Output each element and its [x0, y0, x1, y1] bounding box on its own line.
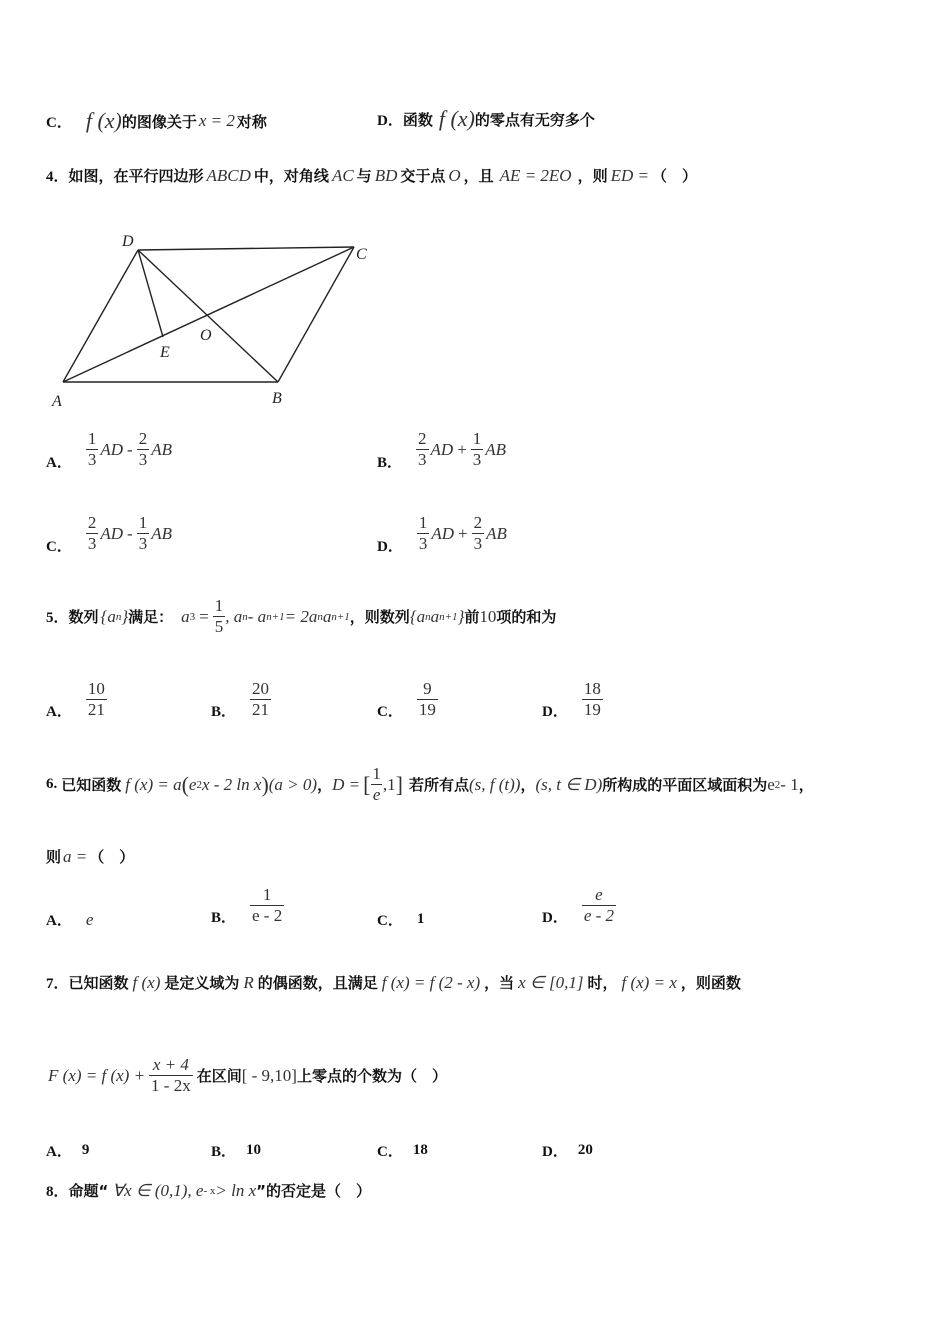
option-label: B． — [211, 1144, 237, 1160]
stem-text: 上零点的个数为（ ） — [296, 1067, 447, 1085]
math-sub: n+1 — [439, 610, 458, 623]
stem-text: ，则函数 — [680, 974, 741, 992]
denominator: 19 — [583, 700, 601, 719]
denominator: 3 — [87, 450, 97, 469]
fraction — [250, 679, 271, 720]
option-label: D． — [377, 112, 403, 129]
math-sub: n — [242, 610, 248, 623]
stem-text: ，当 — [484, 974, 515, 992]
denominator: e — [372, 785, 381, 804]
math: x - 2 ln x — [201, 774, 262, 794]
math: e — [188, 774, 197, 794]
question-number: 8． — [46, 1184, 69, 1200]
fraction — [582, 885, 616, 926]
q6-option-d — [542, 884, 616, 927]
math: a — [322, 606, 332, 626]
option-label: D． — [377, 539, 403, 555]
q7-option-c — [377, 1140, 428, 1161]
bracket-left: [ — [363, 771, 371, 797]
segment-de — [138, 250, 163, 337]
option-value: 9 — [81, 1142, 90, 1158]
option-label: A． — [46, 704, 72, 720]
stem-text: ，且 — [463, 167, 494, 185]
fraction — [471, 429, 484, 470]
stem-text: ，则 — [577, 167, 608, 185]
numerator: 20 — [252, 679, 270, 698]
question-number: 4． — [46, 169, 69, 185]
q3-option-c — [46, 108, 267, 134]
denominator: 3 — [87, 534, 97, 553]
paren-left: ( — [181, 771, 189, 797]
stem-text: 数列 — [68, 608, 99, 626]
fraction — [582, 679, 603, 720]
option-value: 10 — [246, 1142, 262, 1158]
stem-text: 若所有点 — [408, 776, 469, 794]
math-sub: n+1 — [266, 610, 285, 623]
stem-text: ”的否定是（ ） — [256, 1182, 372, 1200]
option-label: C． — [377, 1144, 403, 1160]
denominator: e - 2 — [583, 906, 615, 925]
q7-option-a — [46, 1140, 89, 1161]
option-value: 20 — [577, 1142, 593, 1158]
math-sub: n — [115, 610, 122, 623]
math: F (x) = f (x) + — [48, 1065, 146, 1085]
option-text: 的图像关于 — [121, 112, 197, 131]
vector-ad: AD — [100, 439, 124, 459]
numerator: 1 — [138, 513, 148, 532]
math: f (x) = f (2 - x) — [381, 972, 481, 992]
operator: - — [127, 439, 133, 459]
stem-text: 项的和为 — [496, 608, 557, 626]
fraction — [416, 429, 429, 470]
numerator: 2 — [138, 429, 148, 448]
fraction — [137, 429, 150, 470]
math-sup: 2 — [774, 778, 781, 791]
math: ∀x ∈ (0,1), e — [112, 1180, 204, 1200]
numerator: 1 — [87, 429, 97, 448]
stem-text: （ ） — [89, 848, 135, 866]
math: {a — [409, 606, 426, 626]
denominator: 5 — [214, 617, 224, 636]
stem-text: 前 — [464, 608, 480, 626]
denominator: 3 — [138, 534, 148, 553]
option-label: A． — [46, 913, 72, 929]
q5-option-d — [542, 678, 603, 721]
bracket-right: ] — [395, 771, 403, 797]
point-label-a: A — [52, 393, 62, 410]
q6-option-a — [46, 909, 93, 930]
stem-text: （ ） — [651, 167, 697, 185]
stem-text: ， — [520, 776, 536, 794]
stem-text: 已知函数 — [68, 974, 129, 992]
math: a = — [63, 846, 88, 866]
numerator: 9 — [423, 679, 432, 698]
option-label: D． — [542, 704, 568, 720]
option-label: C． — [46, 539, 72, 555]
numerator: 18 — [583, 679, 601, 698]
q5-option-b — [211, 678, 271, 721]
math: 10 — [479, 606, 497, 626]
diagonal-bd — [138, 250, 278, 382]
q3-option-d — [377, 106, 595, 132]
denominator: 1 - 2x — [151, 1076, 191, 1095]
q4-option-d — [377, 511, 507, 556]
q6-option-c — [377, 909, 424, 930]
math-sub: n — [425, 610, 431, 623]
option-label: D． — [542, 1144, 568, 1160]
point-label-b: B — [272, 390, 282, 407]
math: = 2a — [284, 606, 318, 626]
point-label-o: O — [200, 327, 212, 344]
option-label: C． — [377, 704, 403, 720]
fraction — [250, 885, 284, 926]
edge-cd — [138, 247, 354, 250]
stem-text: 与 — [356, 167, 372, 185]
option-text: 对称 — [236, 112, 267, 131]
math: = — [199, 606, 209, 626]
stem-text: 中，对角线 — [253, 167, 329, 185]
math: {a — [100, 606, 116, 626]
numerator: 2 — [473, 513, 483, 532]
stem-text: 是定义域为 — [164, 974, 240, 992]
option-value: e — [85, 909, 94, 929]
parallelogram-figure — [40, 225, 380, 415]
fraction — [86, 679, 107, 720]
numerator: 1 — [214, 596, 224, 615]
option-value: 1 — [416, 911, 425, 927]
q4-option-b — [377, 427, 506, 472]
question-6-stem — [46, 764, 814, 805]
question-4-stem — [46, 165, 697, 186]
math: x ∈ [0,1] — [518, 972, 584, 992]
question-number: 7． — [46, 976, 69, 992]
math: D = — [332, 774, 361, 794]
numerator: 2 — [418, 429, 427, 448]
option-label: C． — [46, 114, 72, 131]
stem-text: 交于点 — [400, 167, 446, 185]
fraction — [370, 764, 383, 805]
fraction — [417, 513, 430, 554]
stem-text: 所构成的平面区域面积为 — [602, 776, 768, 794]
option-label: B． — [211, 704, 237, 720]
denominator: 3 — [418, 534, 428, 553]
vector-ab: AB — [151, 523, 172, 543]
math: - 1 — [780, 774, 799, 794]
denominator: 21 — [252, 700, 270, 719]
edge-da — [63, 250, 138, 382]
denominator: 3 — [473, 534, 483, 553]
question-6-line2 — [46, 846, 134, 867]
q4-option-c — [46, 511, 172, 556]
question-7-stem — [46, 972, 741, 993]
math: e — [767, 774, 775, 794]
q5-option-c — [377, 678, 438, 721]
vector-ad: AD — [431, 523, 455, 543]
math: - a — [247, 606, 267, 626]
math: f (x) = a — [125, 774, 182, 794]
q7-option-d — [542, 1140, 593, 1161]
option-text: 的零点有无穷多个 — [474, 110, 595, 129]
numerator: e — [595, 885, 603, 904]
math: } — [121, 606, 129, 626]
denominator: 21 — [87, 700, 105, 719]
math-o: O — [448, 165, 461, 185]
option-label: B． — [211, 910, 237, 926]
point-label-c: C — [356, 246, 367, 263]
q4-option-a — [46, 427, 172, 472]
numerator: 1 — [418, 513, 428, 532]
vector-ab: AB — [485, 439, 507, 459]
operator: - — [127, 523, 133, 543]
math-expr: x = 2 — [198, 111, 235, 130]
vector-ad: AD — [100, 523, 124, 543]
option-text: 函数 — [402, 110, 433, 129]
q7-option-b — [211, 1140, 261, 1161]
denominator: 3 — [418, 450, 427, 469]
edge-bc — [278, 247, 354, 382]
math: a — [181, 606, 190, 626]
denominator: 3 — [472, 450, 482, 469]
q5-option-a — [46, 678, 107, 721]
math-ae-eq: AE = 2EO — [499, 165, 572, 185]
numerator: 1 — [372, 764, 381, 783]
option-label: D． — [542, 910, 568, 926]
fraction — [213, 596, 226, 637]
math-sub: 3 — [189, 610, 196, 623]
math: f (x) — [132, 972, 161, 992]
stem-text: 时， — [587, 974, 618, 992]
stem-text: 则 — [46, 848, 62, 866]
math: (a > 0) — [268, 774, 318, 794]
stem-text: ， — [317, 776, 333, 794]
math-fx: f (x) — [438, 106, 475, 131]
option-label: C． — [377, 913, 403, 929]
math: f (x) = x — [621, 972, 677, 992]
math: [ - 9,10] — [241, 1065, 297, 1085]
fraction — [149, 1055, 193, 1096]
math-sub: n — [317, 610, 323, 623]
math-sub: n+1 — [331, 610, 350, 623]
math: , a — [225, 606, 243, 626]
fraction — [86, 513, 99, 554]
math: a — [430, 606, 440, 626]
option-value: 18 — [412, 1142, 428, 1158]
math-ed: ED = — [610, 165, 649, 185]
math-sup: 2 — [196, 778, 202, 791]
fraction — [86, 429, 99, 470]
fraction — [472, 513, 485, 554]
math: (s, t ∈ D) — [535, 774, 603, 794]
stem-text: 满足： — [128, 608, 174, 626]
operator: + — [458, 523, 468, 543]
math: (s, f (t)) — [469, 774, 521, 794]
stem-text: 命题“ — [68, 1182, 109, 1200]
numerator: 1 — [472, 429, 482, 448]
math: ,1 — [382, 774, 396, 794]
denominator: 19 — [418, 700, 436, 719]
math: R — [243, 972, 254, 992]
diagonal-ac — [63, 247, 354, 382]
fraction — [417, 679, 438, 720]
point-label-d: D — [122, 233, 134, 250]
operator: + — [457, 439, 467, 459]
vector-ad: AD — [430, 439, 454, 459]
math-abcd: ABCD — [206, 165, 251, 185]
denominator: 3 — [138, 450, 148, 469]
stem-text: 在区间 — [196, 1067, 242, 1085]
fraction — [137, 513, 150, 554]
numerator: 10 — [87, 679, 105, 698]
question-8-stem — [46, 1180, 371, 1201]
numerator: x + 4 — [152, 1055, 189, 1074]
stem-text: 如图，在平行四边形 — [68, 167, 204, 185]
math-sup: - x — [203, 1184, 216, 1197]
numerator: 1 — [262, 885, 272, 904]
question-number: 6. — [46, 776, 58, 792]
stem-text: 的偶函数，且满足 — [257, 974, 378, 992]
vector-ab: AB — [486, 523, 507, 543]
math: } — [457, 606, 465, 626]
numerator: 2 — [87, 513, 97, 532]
question-7-line2 — [48, 1055, 447, 1096]
option-label: A． — [46, 455, 72, 471]
vector-ab: AB — [151, 439, 172, 459]
math: > ln x — [215, 1180, 257, 1200]
math-ac: AC — [331, 165, 354, 185]
paren-right: ) — [261, 771, 269, 797]
option-label: A． — [46, 1144, 72, 1160]
math-bd: BD — [374, 165, 398, 185]
denominator: e - 2 — [252, 906, 283, 925]
question-5-stem — [46, 596, 556, 637]
question-number: 5． — [46, 610, 69, 626]
stem-text: ，则数列 — [349, 608, 410, 626]
q6-option-b — [211, 884, 284, 927]
stem-text: 已知函数 — [61, 776, 122, 794]
option-label: B． — [377, 455, 403, 471]
stem-text: ， — [798, 776, 814, 794]
point-label-e: E — [160, 344, 170, 361]
math-fx: f (x) — [85, 108, 122, 133]
